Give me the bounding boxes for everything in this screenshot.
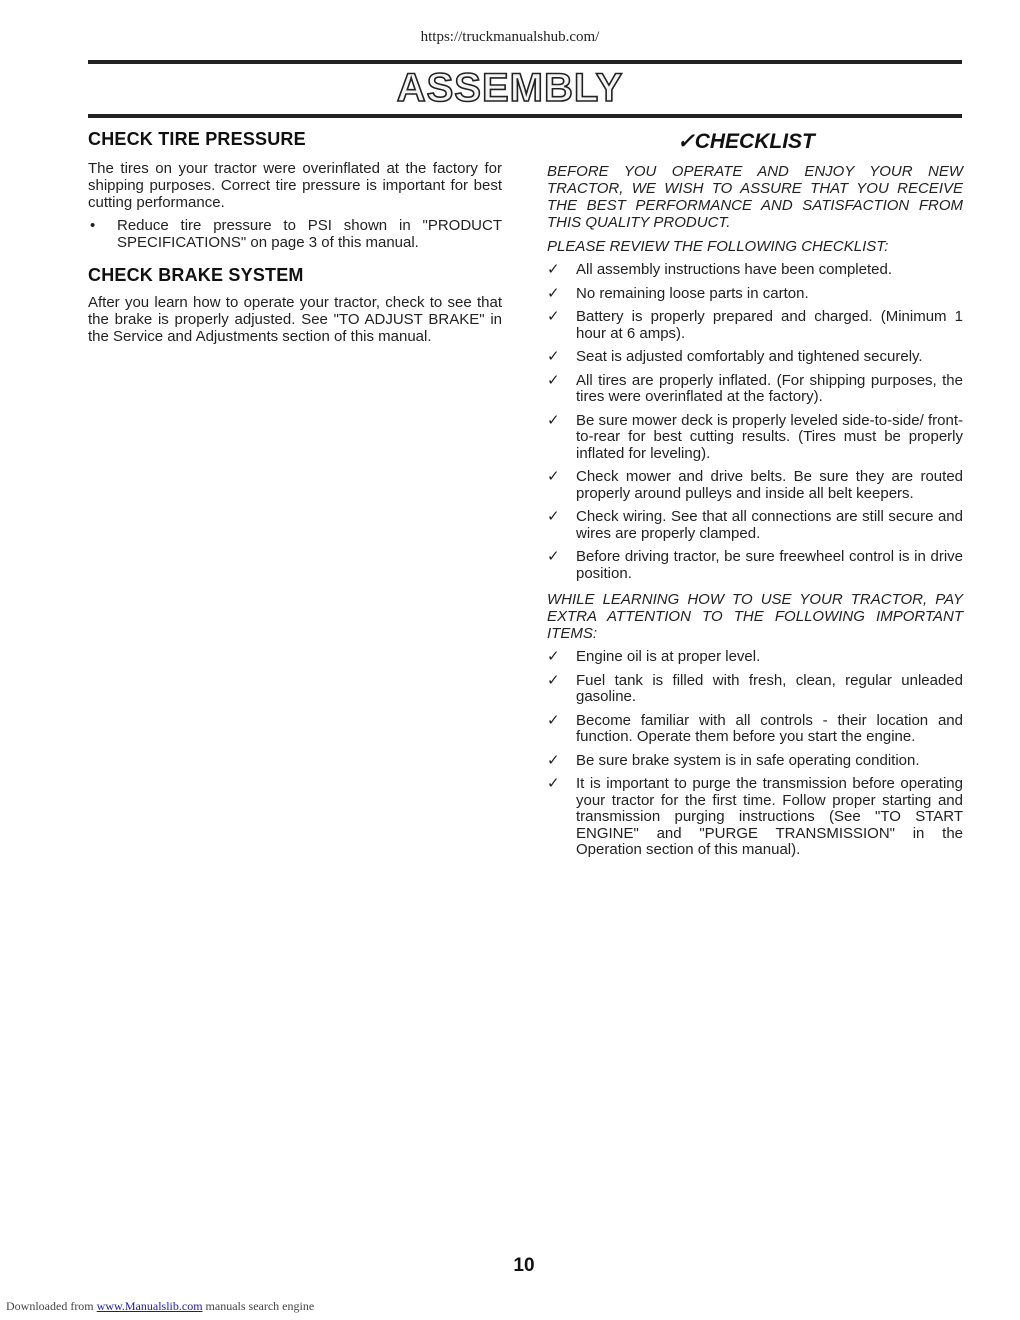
check-mark-icon: ✓ [547, 711, 560, 729]
check-mark-icon: ✓ [547, 648, 560, 665]
checklist-item [547, 349, 963, 366]
checklist-item [547, 509, 963, 542]
checklist-item-text: Battery is properly prepared and charged. (Minimum 1 hour at 6 amps). [576, 308, 963, 342]
source-url: https://truckmanualshub.com/ [420, 29, 600, 45]
review-prompt: PLEASE REVIEW THE FOLLOWING CHECKLIST: [547, 238, 889, 255]
checklist-item-text: All assembly instructions have been completed. [576, 261, 892, 278]
checklist-item-text: It is important to purge the transmission before operating your tractor for the first time. Follow proper starting and transmission purging instructions (See "TO START ENGINE" and "PURGE TRANSMISSION" in the Operation section of this manual). [576, 775, 963, 858]
check-mark-icon: ✓ [547, 468, 560, 485]
check-mark-icon: ✓ [547, 775, 560, 792]
check-mark-icon: ✓ [547, 284, 560, 302]
title-rule-bottom [88, 114, 962, 118]
checklist-item [547, 262, 963, 279]
checklist-item-text: Engine oil is at proper level. [576, 648, 761, 665]
check-mark-icon: ✓ [547, 508, 560, 525]
checklist-item-text: All tires are properly inflated. (For shipping purposes, the tires were overinflated at the factory). [576, 371, 963, 405]
checklist-item-text: Before driving tractor, be sure freewheel control is in drive position. [576, 548, 963, 582]
tire-pressure-bullet-text: Reduce tire pressure to PSI shown in "PRODUCT SPECIFICATIONS" on page 3 of this manual. [117, 217, 502, 251]
tire-pressure-heading: CHECK TIRE PRESSURE [88, 129, 306, 149]
brake-system-heading: CHECK BRAKE SYSTEM [88, 265, 304, 285]
check-mark-icon: ✓ [547, 371, 560, 389]
checklist-item [547, 753, 963, 770]
checklist-item-text: Seat is adjusted comfortably and tightened securely. [576, 348, 923, 365]
check-mark-icon: ✓ [547, 411, 560, 429]
right-column [547, 129, 963, 859]
footer-suffix: manuals search engine [205, 1299, 315, 1313]
checklist-intro: BEFORE YOU OPERATE AND ENJOY YOUR NEW TRACTOR, WE WISH TO ASSURE THAT YOU RECEIVE THE BEST PERFORMANCE AND SATISFACTION FROM THIS QUALITY PRODUCT. [547, 163, 963, 231]
checklist-item [547, 673, 963, 706]
tire-pressure-text: The tires on your tractor were overinflated at the factory for shipping purposes. Correct tire pressure is important for best cutting performance. [88, 160, 502, 211]
checklist-item-text: Become familiar with all controls - their location and function. Operate them before you start the engine. [576, 711, 963, 745]
checklist-before [547, 262, 963, 582]
checklist-item [547, 649, 963, 666]
learning-intro: WHILE LEARNING HOW TO USE YOUR TRACTOR, PAY EXTRA ATTENTION TO THE FOLLOWING IMPORTANT ITEMS: [547, 591, 963, 642]
check-mark-icon: ✓ [547, 671, 560, 689]
brake-system-text: After you learn how to operate your tractor, check to see that the brake is properly adjusted. See "TO ADJUST BRAKE" in the Service and Adjustments section of this manual. [88, 294, 502, 345]
tire-pressure-bullet [88, 217, 502, 251]
checklist-item-text: Be sure mower deck is properly leveled side-to-side/ front-to-rear for best cutting results. (Tires must be properly inflated for leveling). [576, 411, 963, 462]
checklist-item-text: Fuel tank is filled with fresh, clean, regular unleaded gasoline. [576, 671, 963, 705]
title-rule-top [88, 60, 962, 64]
footer-prefix: Downloaded from [6, 1299, 94, 1313]
page-title: ASSEMBLY [396, 66, 624, 110]
check-mark-icon: ✓ [547, 261, 560, 278]
checklist-while-learning [547, 649, 963, 859]
checklist-item [547, 373, 963, 406]
checklist-item [547, 309, 963, 342]
checklist-item-text: Be sure brake system is in safe operating condition. [576, 751, 920, 769]
checklist-item [547, 413, 963, 463]
download-footer [6, 1299, 314, 1314]
checklist-item-text: No remaining loose parts in carton. [576, 284, 809, 302]
manualslib-link[interactable]: www.Manualslib.com [96, 1299, 203, 1313]
checklist-item [547, 469, 963, 502]
check-mark-icon: ✓ [547, 548, 560, 565]
checklist-heading: ✓CHECKLIST [677, 130, 815, 153]
page-number: 10 [513, 1255, 535, 1276]
checklist-item [547, 549, 963, 582]
checklist-item [547, 776, 963, 859]
bullet-dot: • [90, 217, 96, 234]
checklist-item-text: Check wiring. See that all connections are still secure and wires are properly clamped. [576, 508, 963, 542]
check-mark-icon: ✓ [547, 751, 560, 769]
checklist-item [547, 286, 963, 303]
checklist-item-text: Check mower and drive belts. Be sure they are routed properly around pulleys and inside all belt keepers. [576, 468, 963, 502]
left-column [88, 129, 502, 345]
check-mark-icon: ✓ [547, 348, 560, 365]
checklist-item [547, 713, 963, 746]
check-mark-icon: ✓ [547, 308, 560, 325]
